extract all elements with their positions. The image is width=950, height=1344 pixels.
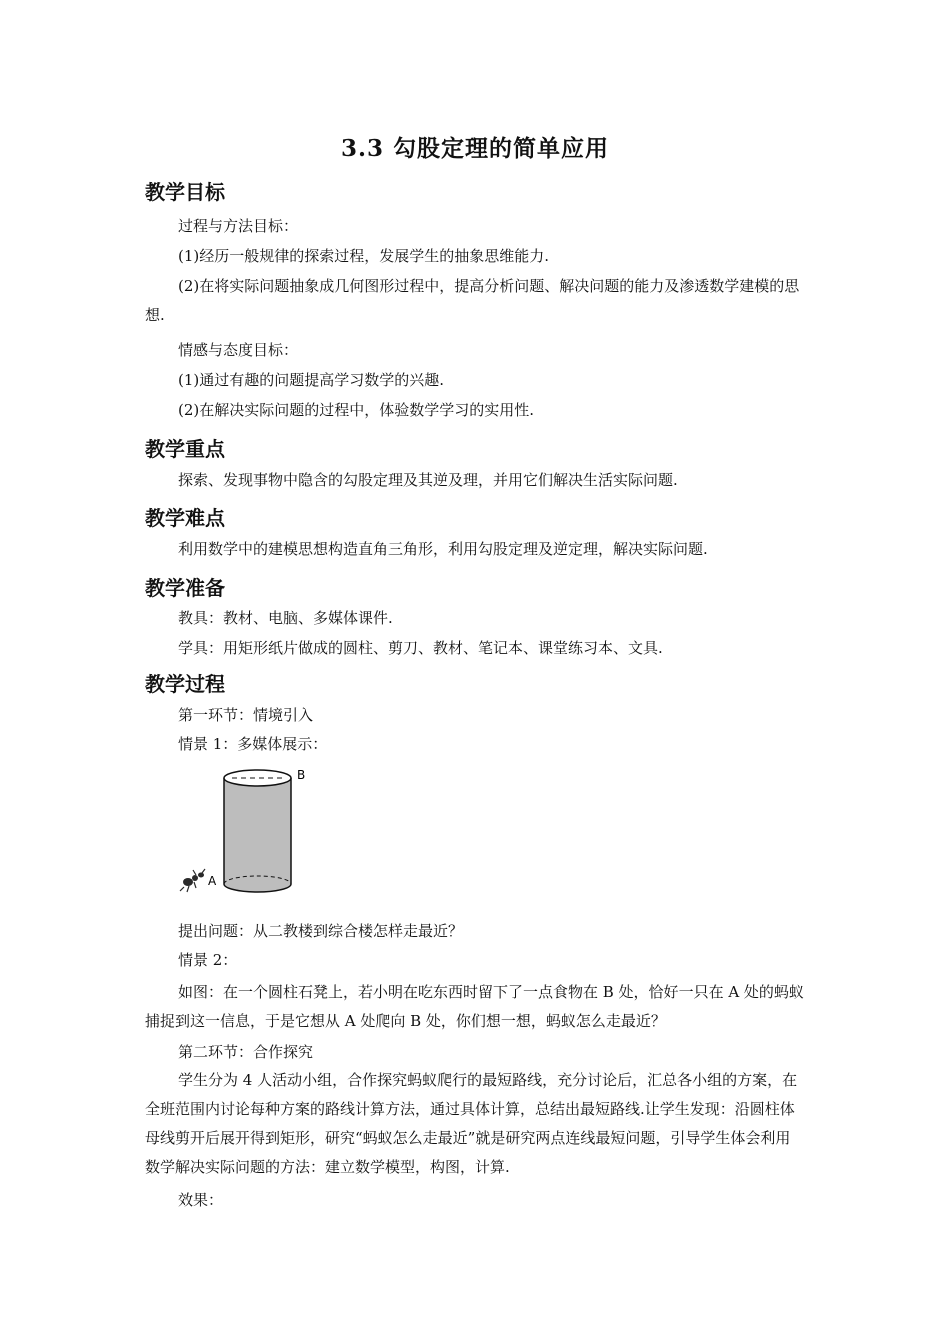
effect-label: 效果： bbox=[178, 1191, 224, 1209]
question-text: 提出问题：从二教楼到综合楼怎样走最近？ bbox=[178, 922, 464, 940]
heading-goals: 教学目标 bbox=[145, 180, 225, 204]
preparation-student: 学具：用矩形纸片做成的圆柱、剪刀、教材、笔记本、课堂练习本、文具. bbox=[178, 639, 663, 657]
cylinder-diagram bbox=[176, 765, 306, 900]
scene2-label: 情景 2： bbox=[178, 951, 238, 969]
figure-label-b: B bbox=[297, 768, 306, 782]
heading-difficulties: 教学难点 bbox=[145, 506, 225, 530]
step2-text: 学生分为 4 人活动小组，合作探究蚂蚁爬行的最短路线，充分讨论后，汇总各小组的方案，在全班范围内讨论每种方案的路线计算方法，通过具体计算，总结出最短路线.让学生发现：沿圆柱体母线剪开后展开得到矩形，研究“蚂蚁怎么走最近”就是研究两点连线最短问题，引导学生体会利用数学解决实际问题的方法：建立数学模型，构图，计算. bbox=[145, 1071, 798, 1176]
emotion-goal-label: 情感与态度目标： bbox=[178, 341, 299, 359]
heading-process: 教学过程 bbox=[145, 672, 225, 696]
scene1-label: 情景 1：多媒体展示： bbox=[178, 735, 328, 753]
heading-key-points: 教学重点 bbox=[145, 437, 225, 461]
step2-title: 第二环节：合作探究 bbox=[178, 1043, 314, 1061]
preparation-teacher: 教具：教材、电脑、多媒体课件. bbox=[178, 609, 393, 627]
cylinder-figure bbox=[176, 765, 306, 900]
scene2-text: 如图：在一个圆柱石凳上，若小明在吃东西时留下了一点食物在 B 处，恰好一只在 A 处的蚂蚁捕捉到这一信息，于是它想从 A 处爬向 B 处，你们想一想，蚂蚁怎么走最近？ bbox=[145, 983, 804, 1030]
ant-icon bbox=[180, 869, 205, 892]
page-title: 3.3 勾股定理的简单应用 bbox=[340, 135, 610, 162]
process-goal-2: (2)在将实际问题抽象成几何图形过程中，提高分析问题、解决问题的能力及渗透数学建模的思想. bbox=[145, 277, 800, 324]
process-goal-label: 过程与方法目标： bbox=[178, 217, 299, 235]
figure-label-a: A bbox=[208, 874, 217, 888]
emotion-goal-1: (1)通过有趣的问题提高学习数学的兴趣. bbox=[178, 371, 445, 389]
difficulties-text: 利用数学中的建模思想构造直角三角形，利用勾股定理及逆定理，解决实际问题. bbox=[178, 540, 708, 558]
heading-preparation: 教学准备 bbox=[145, 576, 225, 600]
key-points-text: 探索、发现事物中隐含的勾股定理及其逆及理，并用它们解决生活实际问题. bbox=[178, 471, 678, 489]
emotion-goal-2: (2)在解决实际问题的过程中，体验数学学习的实用性. bbox=[178, 401, 535, 419]
step1-title: 第一环节：情境引入 bbox=[178, 706, 314, 724]
process-goal-1: (1)经历一般规律的探索过程，发展学生的抽象思维能力. bbox=[178, 247, 550, 265]
